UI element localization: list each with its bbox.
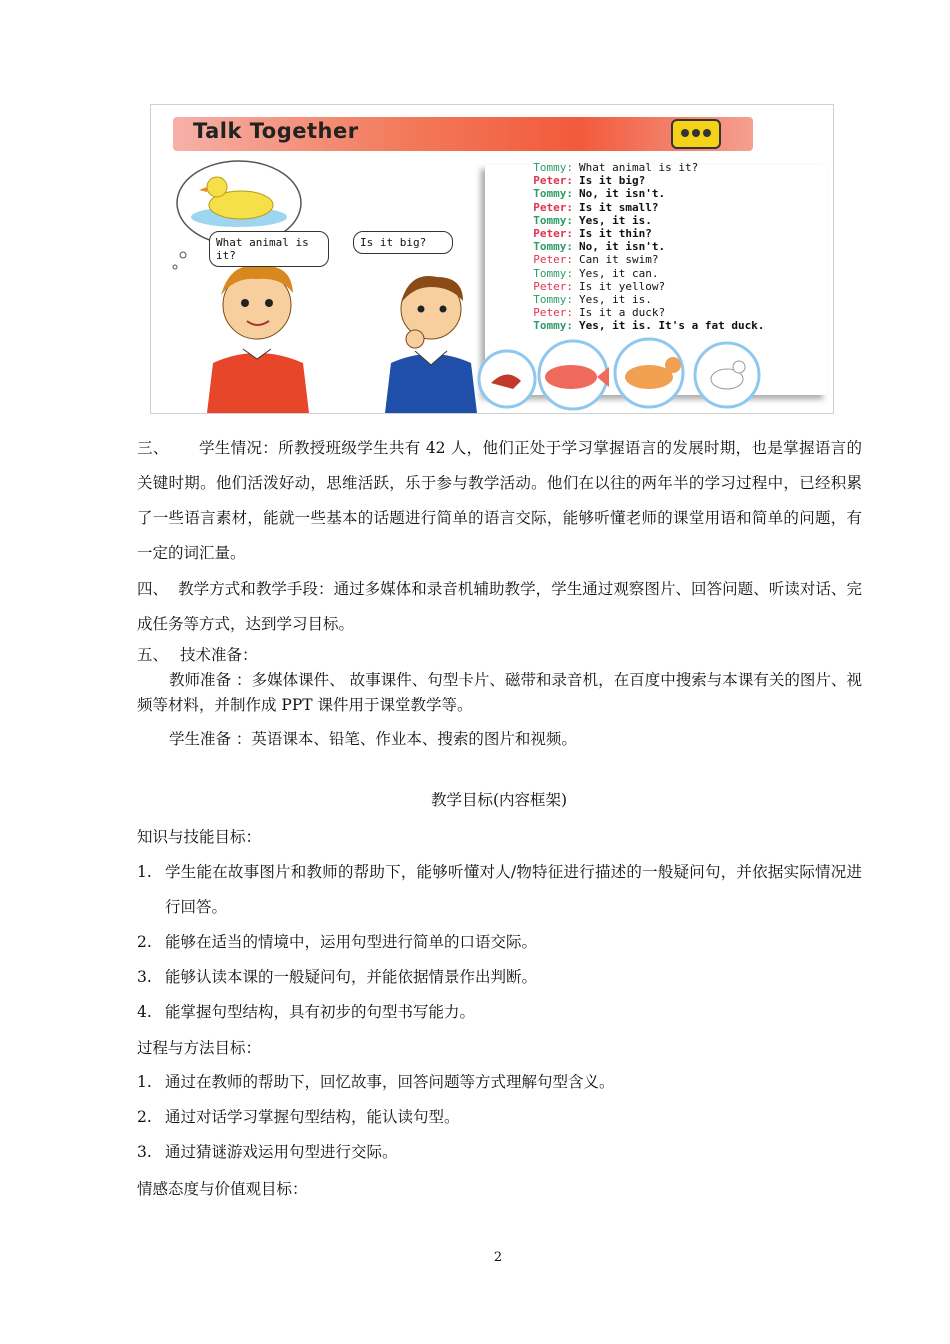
dialog-line <box>511 201 821 214</box>
goal-item-text: 通过对话学习掌握句型结构，能认读句型。 <box>165 1108 460 1126</box>
dialog-line <box>511 174 821 187</box>
section-4-number: 四、 <box>137 580 169 598</box>
section-4-text: 教学方式和教学手段：通过多媒体和录音机辅助教学，学生通过观察图片、回答问题、听读对话、完成任务等方式，达到学习目标。 <box>137 580 862 633</box>
dialog-text: No, it isn't. <box>579 187 666 201</box>
goal-item-text: 能掌握句型结构，具有初步的句型书写能力。 <box>165 1003 476 1021</box>
dialog-lines <box>511 161 821 333</box>
goals-heading: 教学目标(内容框架) <box>430 791 568 809</box>
dialog-speaker: Tommy: <box>533 213 573 227</box>
speech-bubble-right-text: Is it big? <box>360 236 427 249</box>
dialog-text: Yes, it can. <box>579 266 659 280</box>
emotion-goals-title: 情感态度与价值观目标： <box>137 1180 308 1198</box>
illustration-title: Talk Together <box>193 119 359 143</box>
section-3-text: 学生情况：所教授班级学生共有 42 人，他们正处于学习掌握语言的发展时期，也是掌握语言的关键时期。他们活泼好动，思维活跃，乐于参与教学活动。他们在以往的两年半的学习过程中，已经积累了一些语言素材，能就一些基本的话题进行简单的语言交际，能够听懂老师的课堂用语和简单的问题，有一定的词汇量。 <box>137 439 862 562</box>
dialog-text: Is it yellow? <box>579 279 666 293</box>
section-3 <box>137 431 862 571</box>
dialog-line <box>511 214 821 227</box>
goal-item <box>137 855 862 925</box>
goal-item-text: 通过在教师的帮助下，回忆故事，回答问题等方式理解句型含义。 <box>165 1073 615 1091</box>
dialog-speaker: Peter: <box>533 279 573 293</box>
process-goals-title: 过程与方法目标： <box>137 1039 262 1057</box>
bee-badge-icon <box>671 119 721 149</box>
dialog-text: Is it small? <box>579 200 659 214</box>
dialog-speaker: Peter: <box>533 253 573 267</box>
goal-item <box>137 995 862 1030</box>
section-5-heading <box>137 643 258 667</box>
dialog-line <box>511 240 821 253</box>
goal-item-text: 能够在适当的情境中，运用句型进行简单的口语交际。 <box>165 933 538 951</box>
dialog-text: Yes, it is. <box>579 213 652 227</box>
goal-item-number: 3. <box>137 1143 152 1161</box>
dialog-text: Yes, it is. <box>579 293 652 307</box>
talk-together-illustration <box>150 104 834 414</box>
dialog-text: Yes, it is. It's a fat duck. <box>579 319 765 333</box>
goal-item <box>137 1135 862 1170</box>
section-3-number: 三、 <box>137 439 169 457</box>
goal-item-number: 2. <box>137 1108 152 1126</box>
goal-item-number: 3. <box>137 968 152 986</box>
tommy-boy-icon <box>191 255 321 413</box>
goal-item-number: 1. <box>137 863 152 881</box>
dialog-text: Is it thin? <box>579 227 652 241</box>
speech-bubble-left-text: What animal is it? <box>216 236 309 262</box>
dialog-speaker: Peter: <box>533 174 573 188</box>
goal-item-text: 通过猜谜游戏运用句型进行交际。 <box>165 1143 398 1161</box>
section-5-title: 技术准备： <box>180 646 258 664</box>
dialog-line <box>511 253 821 266</box>
dialog-line <box>511 161 821 174</box>
goal-item-text: 能够认读本课的一般疑问句，并能依据情景作出判断。 <box>165 968 538 986</box>
dialog-speaker: Tommy: <box>533 240 573 254</box>
dialog-speaker: Tommy: <box>533 266 573 280</box>
dialog-line <box>511 280 821 293</box>
dialog-text: Is it big? <box>579 174 646 188</box>
goal-item-number: 1. <box>137 1073 152 1091</box>
dialog-text: Is it a duck? <box>579 306 666 320</box>
student-preparation: 学生准备 ：英语课本、铅笔、作业本、搜索的图片和视频。 <box>169 730 577 748</box>
dialog-speaker: Tommy: <box>533 161 573 174</box>
dialog-text: Can it swim? <box>579 253 659 267</box>
process-goals-list <box>137 1065 862 1170</box>
goal-item <box>137 960 862 995</box>
dialog-speaker: Tommy: <box>533 319 573 333</box>
dialog-speaker: Peter: <box>533 200 573 214</box>
dialog-line <box>511 306 821 319</box>
goal-item <box>137 1100 862 1135</box>
dialog-speaker: Tommy: <box>533 293 573 307</box>
dialog-speaker: Peter: <box>533 227 573 241</box>
animal-circles-icon <box>477 337 777 413</box>
dialog-text: No, it isn't. <box>579 240 666 254</box>
page-number: 2 <box>493 1250 503 1265</box>
knowledge-goals-title: 知识与技能目标： <box>137 828 262 846</box>
dialog-text: What animal is it? <box>579 161 699 174</box>
knowledge-goals-list <box>137 855 862 1030</box>
dialog-line <box>511 319 821 332</box>
peter-boy-icon <box>375 265 485 413</box>
goal-item-text: 学生能在故事图片和教师的帮助下，能够听懂对人/物特征进行描述的一般疑问句，并依据实际情况进行回答。 <box>165 863 862 916</box>
dialog-line <box>511 187 821 200</box>
goal-item-number: 2. <box>137 933 152 951</box>
goal-item <box>137 1065 862 1100</box>
teacher-preparation: 教师准备 ：多媒体课件、 故事课件、句型卡片、磁带和录音机，在百度中搜索与本课有关的图片、视频等材料，并制作成 PPT 课件用于课堂教学等。 <box>137 671 862 714</box>
dialog-line <box>511 267 821 280</box>
section-4 <box>137 572 862 642</box>
goal-item-number: 4. <box>137 1003 152 1021</box>
dialog-speaker: Tommy: <box>533 187 573 201</box>
speech-bubble-right <box>353 231 453 254</box>
section-5-number: 五、 <box>137 646 169 664</box>
dialog-line <box>511 293 821 306</box>
dialog-line <box>511 227 821 240</box>
dialog-speaker: Peter: <box>533 306 573 320</box>
goal-item <box>137 925 862 960</box>
speech-bubble-left <box>209 231 329 267</box>
